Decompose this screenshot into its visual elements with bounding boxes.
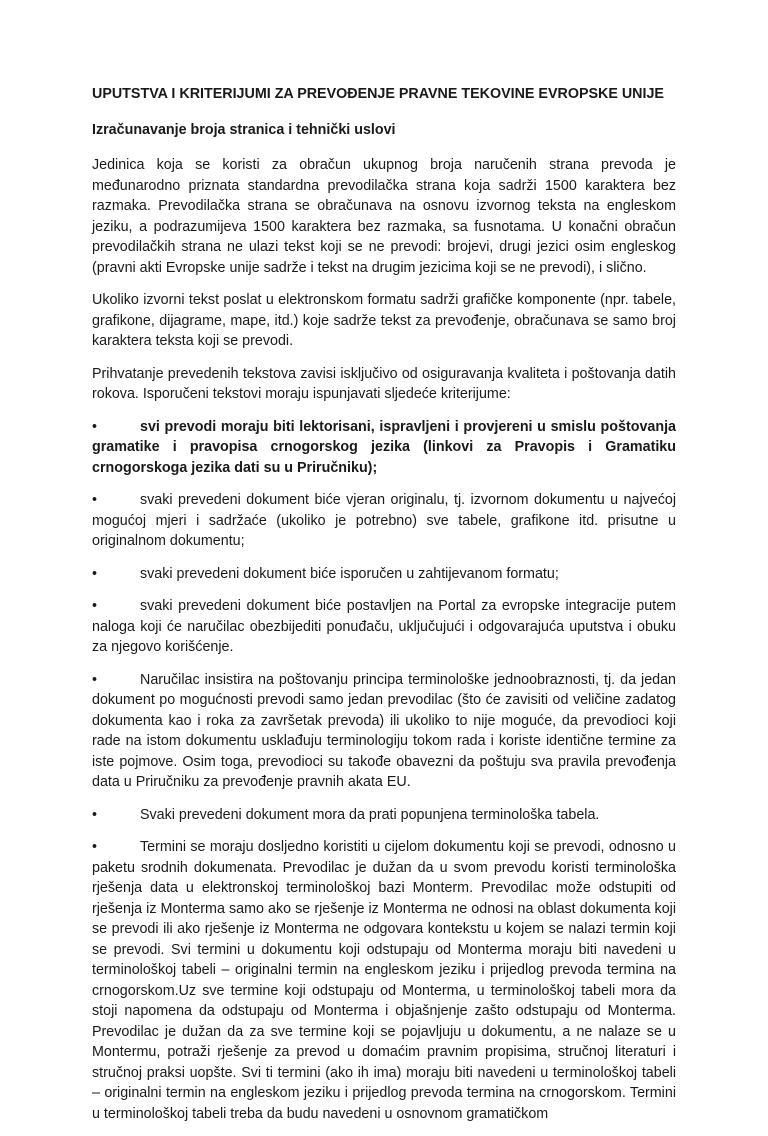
paragraph-graphics: Ukoliko izvorni tekst poslat u elektronskom formatu sadrži grafičke komponente (npr. tabele, grafikone, dijagrame, mape, itd.) koje sadrže tekst za prevođenje, obračunava se samo broj karaktera teksta koji se prevodi. [92, 292, 676, 349]
list-item [92, 596, 676, 658]
list-item-text: Svaki prevedeni dokument mora da prati popunjena terminološka tabela. [140, 806, 600, 823]
bullet-icon: • [92, 598, 98, 614]
bullet-icon: • [92, 418, 98, 435]
list-item [92, 805, 676, 826]
list-item-text: svaki prevedeni dokument biće isporučen u zahtijevanom formatu; [140, 565, 559, 582]
bullet-icon: • [92, 565, 98, 582]
list-item [92, 490, 676, 552]
list-item [92, 417, 676, 479]
list-item-text: Naručilac insistira na poštovanju principa terminološke jednoobraznosti, tj. da jedan dokument po mogućnosti prevodi samo jedan prevodilac (što će zavisiti od veličine zadatog dokumenta kao i roka za završetak prevoda) ili ukoliko to nije moguće, da prevodioci koji rade na istom dokumentu usklađuju terminologiju tokom rada i koriste identične termine za iste pojmove. Osim toga, prevodioci su takođe obavezni da poštuju sva pravila prevođenja data u Priručniku za prevođenje pravnih akata EU. [92, 671, 676, 790]
bullet-icon: • [92, 671, 98, 688]
section-heading: Izračunavanje broja stranica i tehnički uslovi [92, 121, 396, 138]
bullet-icon: • [92, 806, 98, 823]
list-item-text: svi prevodi moraju biti lektorisani, ispravljeni i provjereni u smislu poštovanja gramatike i pravopisa crnogorskog jezika (linkovi za Pravopis i Gramatiku crnogorskoga jezika dati su u Priručniku); [92, 418, 676, 476]
bullet-icon: • [92, 492, 98, 508]
list-item [92, 670, 676, 793]
paragraph-page-count: Jedinica koja se koristi za obračun ukupnog broja naručenih strana prevoda je međunarodno priznata standardna prevodilačka strana koja sadrži 1500 karaktera bez razmaka. Prevodilačka strana se obračunava na osnovu izvornog teksta na engleskom jeziku, a podrazumijeva 1500 karaktera bez razmaka, sa fusnotama. U konačni obračun prevodilačkih strana ne ulazi tekst koji se ne prevodi: brojevi, drugi jezici osim engleskog (pravni akti Evropske unije sadrže i tekst na drugim jezicima koji se ne prevodi), i slično. [92, 157, 676, 276]
document-title: UPUTSTVA I KRITERIJUMI ZA PREVOĐENJE PRAVNE TEKOVINE EVROPSKE UNIJE [92, 86, 664, 102]
list-item-text: svaki prevedeni dokument biće vjeran originalu, tj. izvornom dokumentu u najvećoj mogućoj mjeri i sadržaće (ukoliko je potrebno) sve tabele, grafikone itd. prisutne u originalnom dokumentu; [92, 492, 676, 549]
paragraph-acceptance: Prihvatanje prevedenih tekstova zavisi isključivo od osiguravanja kvaliteta i poštovanja datih rokova. Isporučeni tekstovi moraju ispunjavati sljedeće kriterijume: [92, 365, 676, 402]
list-item-text: Termini se moraju dosljedno koristiti u cijelom dokumentu koji se prevodi, odnosno u paketu srodnih dokumenata. Prevodilac je dužan da u svom prevodu koristi terminološka rješenja data u elektronskoj terminološkoj bazi Monterm. Prevodilac može odstupiti od rješenja iz Monterma samo ako se rješenje iz Monterma ne odnosi na oblast dokumenta koji se prevodi ili ako rješenje iz Monterma ne odgovara kontekstu u kojem se nalazi termin koji se prevodi. Svi termini u dokumentu koji odstupaju od Monterma moraju biti navedeni u terminološkoj tabeli – originalni termin na engleskom jeziku i prijedlog prevoda termina na crnogorskom.Uz sve termine koji odstupaju od Monterma, u terminološkoj tabeli mora da stoji napomena da odstupaju od Monterma i objašnjenje zašto odstupaju od Monterma. Prevodilac je dužan da za sve termine koji se pojavljuju u dokumentu, a ne nalaze se u Montermu, potraži rješenje za prevod u domaćim pravnim propisima, stručnoj literaturi i stručnoj praksi uopšte. Svi ti termini (ako ih ima) moraju biti navedeni u terminološkoj tabeli – originalni termin na engleskom jeziku i prijedlog prevoda termina na crnogorskom. Termini u terminološkoj tabeli treba da budu navedeni u osnovnom gramatičkom [92, 839, 676, 1122]
list-item [92, 837, 676, 1124]
bullet-icon: • [92, 839, 98, 855]
list-item [92, 564, 676, 585]
document-content [92, 84, 676, 1136]
list-item-text: svaki prevedeni dokument biće postavljen na Portal za evropske integracije putem naloga koji će naručilac obezbijediti ponuđaču, uključujući i odgovarajuća uputstva i obuku za njegovo korišćenje. [92, 598, 676, 655]
